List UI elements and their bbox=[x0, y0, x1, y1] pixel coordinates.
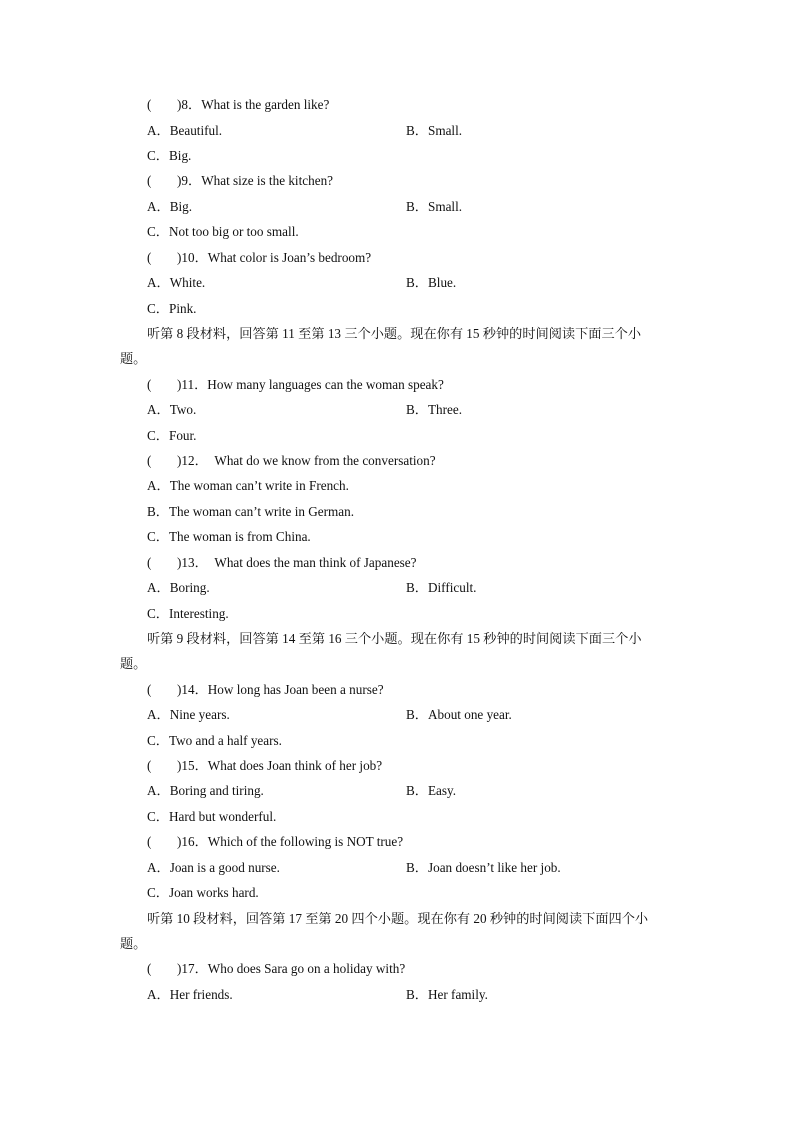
question-text: ．What color is Joan’s bedroom? bbox=[194, 250, 372, 265]
answer-blank: ( bbox=[147, 758, 152, 773]
answer-blank: ( bbox=[147, 555, 152, 570]
option-c: C．Not too big or too small. bbox=[147, 224, 299, 239]
question-text: ．Who does Sara go on a holiday with? bbox=[194, 961, 406, 976]
paren-close: ) bbox=[177, 758, 182, 773]
option-c: C．The woman is from China. bbox=[147, 529, 311, 544]
option-a: A．The woman can’t write in French. bbox=[147, 478, 349, 493]
option-a: A．Joan is a good nurse. bbox=[147, 860, 280, 875]
option-b: B．The woman can’t write in German. bbox=[147, 504, 355, 519]
option-b: B．Small. bbox=[406, 199, 463, 214]
section-instruction: 听第 8 段材料，回答第 11 至第 13 三个小题。现在你有 15 秒钟的时间阅读下面三个小 bbox=[147, 326, 642, 341]
option-a: A．Boring. bbox=[147, 580, 210, 595]
question-number: 15 bbox=[181, 758, 195, 773]
answer-blank: ( bbox=[147, 250, 152, 265]
option-a: A．Big. bbox=[147, 199, 193, 214]
question-16 bbox=[147, 833, 403, 851]
paren-close: ) bbox=[177, 250, 182, 265]
option-b: B．Difficult. bbox=[406, 580, 477, 595]
section-instruction-cont: 题。 bbox=[120, 936, 147, 951]
answer-blank: ( bbox=[147, 453, 152, 468]
question-17 bbox=[147, 960, 405, 978]
question-14 bbox=[147, 681, 384, 699]
question-12 bbox=[147, 452, 436, 470]
question-number: 17 bbox=[181, 961, 195, 976]
answer-blank: ( bbox=[147, 834, 152, 849]
question-11 bbox=[147, 376, 444, 394]
question-13 bbox=[147, 554, 417, 572]
option-c: C．Joan works hard. bbox=[147, 885, 259, 900]
option-b: B．Joan doesn’t like her job. bbox=[406, 860, 561, 875]
paren-close: ) bbox=[177, 834, 182, 849]
question-number: 14 bbox=[181, 682, 195, 697]
option-c: C．Interesting. bbox=[147, 606, 229, 621]
paren-close: ) bbox=[177, 173, 182, 188]
question-number: 11 bbox=[181, 377, 195, 392]
paren-close: ) bbox=[177, 961, 182, 976]
option-c: C．Two and a half years. bbox=[147, 733, 282, 748]
question-number: 10 bbox=[181, 250, 195, 265]
question-8 bbox=[147, 96, 329, 114]
question-number: ) bbox=[177, 97, 182, 112]
question-number: 12 bbox=[181, 453, 195, 468]
option-b: B．About one year. bbox=[406, 707, 512, 722]
answer-blank: ( bbox=[147, 377, 152, 392]
option-a: A．Her friends. bbox=[147, 987, 233, 1002]
answer-blank: ( bbox=[147, 682, 152, 697]
question-number: 13 bbox=[181, 555, 195, 570]
option-c: C．Big. bbox=[147, 148, 192, 163]
option-a: A．Two. bbox=[147, 402, 197, 417]
paren-close: ) bbox=[177, 555, 182, 570]
question-text: ． What do we know from the conversation? bbox=[194, 453, 436, 468]
question-15 bbox=[147, 757, 382, 775]
answer-blank: ( bbox=[147, 961, 152, 976]
paren-close: ) bbox=[177, 453, 182, 468]
question-number: 8 bbox=[181, 97, 188, 112]
option-b: B．Small. bbox=[406, 123, 463, 138]
option-b: B．Three. bbox=[406, 402, 463, 417]
question-text: ．What does Joan think of her job? bbox=[194, 758, 383, 773]
option-a: A．White. bbox=[147, 275, 206, 290]
answer-blank: ( bbox=[147, 97, 152, 112]
section-instruction-cont: 题。 bbox=[120, 656, 147, 671]
option-a: A．Nine years. bbox=[147, 707, 230, 722]
option-c: C．Hard but wonderful. bbox=[147, 809, 277, 824]
option-b: B．Easy. bbox=[406, 783, 457, 798]
option-a: A．Beautiful. bbox=[147, 123, 223, 138]
section-instruction-cont: 题。 bbox=[120, 351, 147, 366]
option-c: C．Pink. bbox=[147, 301, 197, 316]
question-text: ．What size is the kitchen? bbox=[188, 173, 334, 188]
paren-close: ) bbox=[177, 682, 182, 697]
question-number: 16 bbox=[181, 834, 195, 849]
question-text: ． What does the man think of Japanese? bbox=[194, 555, 417, 570]
question-text: ．How many languages can the woman speak? bbox=[194, 377, 444, 392]
question-text: ．Which of the following is NOT true? bbox=[194, 834, 404, 849]
option-c: C．Four. bbox=[147, 428, 197, 443]
option-b: B．Blue. bbox=[406, 275, 457, 290]
question-number: 9 bbox=[181, 173, 188, 188]
question-9 bbox=[147, 172, 333, 190]
question-text: ．How long has Joan been a nurse? bbox=[194, 682, 384, 697]
question-10 bbox=[147, 249, 371, 267]
option-a: A．Boring and tiring. bbox=[147, 783, 264, 798]
paren-close: ) bbox=[177, 377, 182, 392]
option-b: B．Her family. bbox=[406, 987, 488, 1002]
question-text: ．What is the garden like? bbox=[188, 97, 330, 112]
section-instruction: 听第 9 段材料，回答第 14 至第 16 三个小题。现在你有 15 秒钟的时间阅读下面三个小 bbox=[147, 631, 642, 646]
section-instruction: 听第 10 段材料，回答第 17 至第 20 四个小题。现在你有 20 秒钟的时间阅读下面四个小 bbox=[147, 911, 649, 926]
answer-blank: ( bbox=[147, 173, 152, 188]
